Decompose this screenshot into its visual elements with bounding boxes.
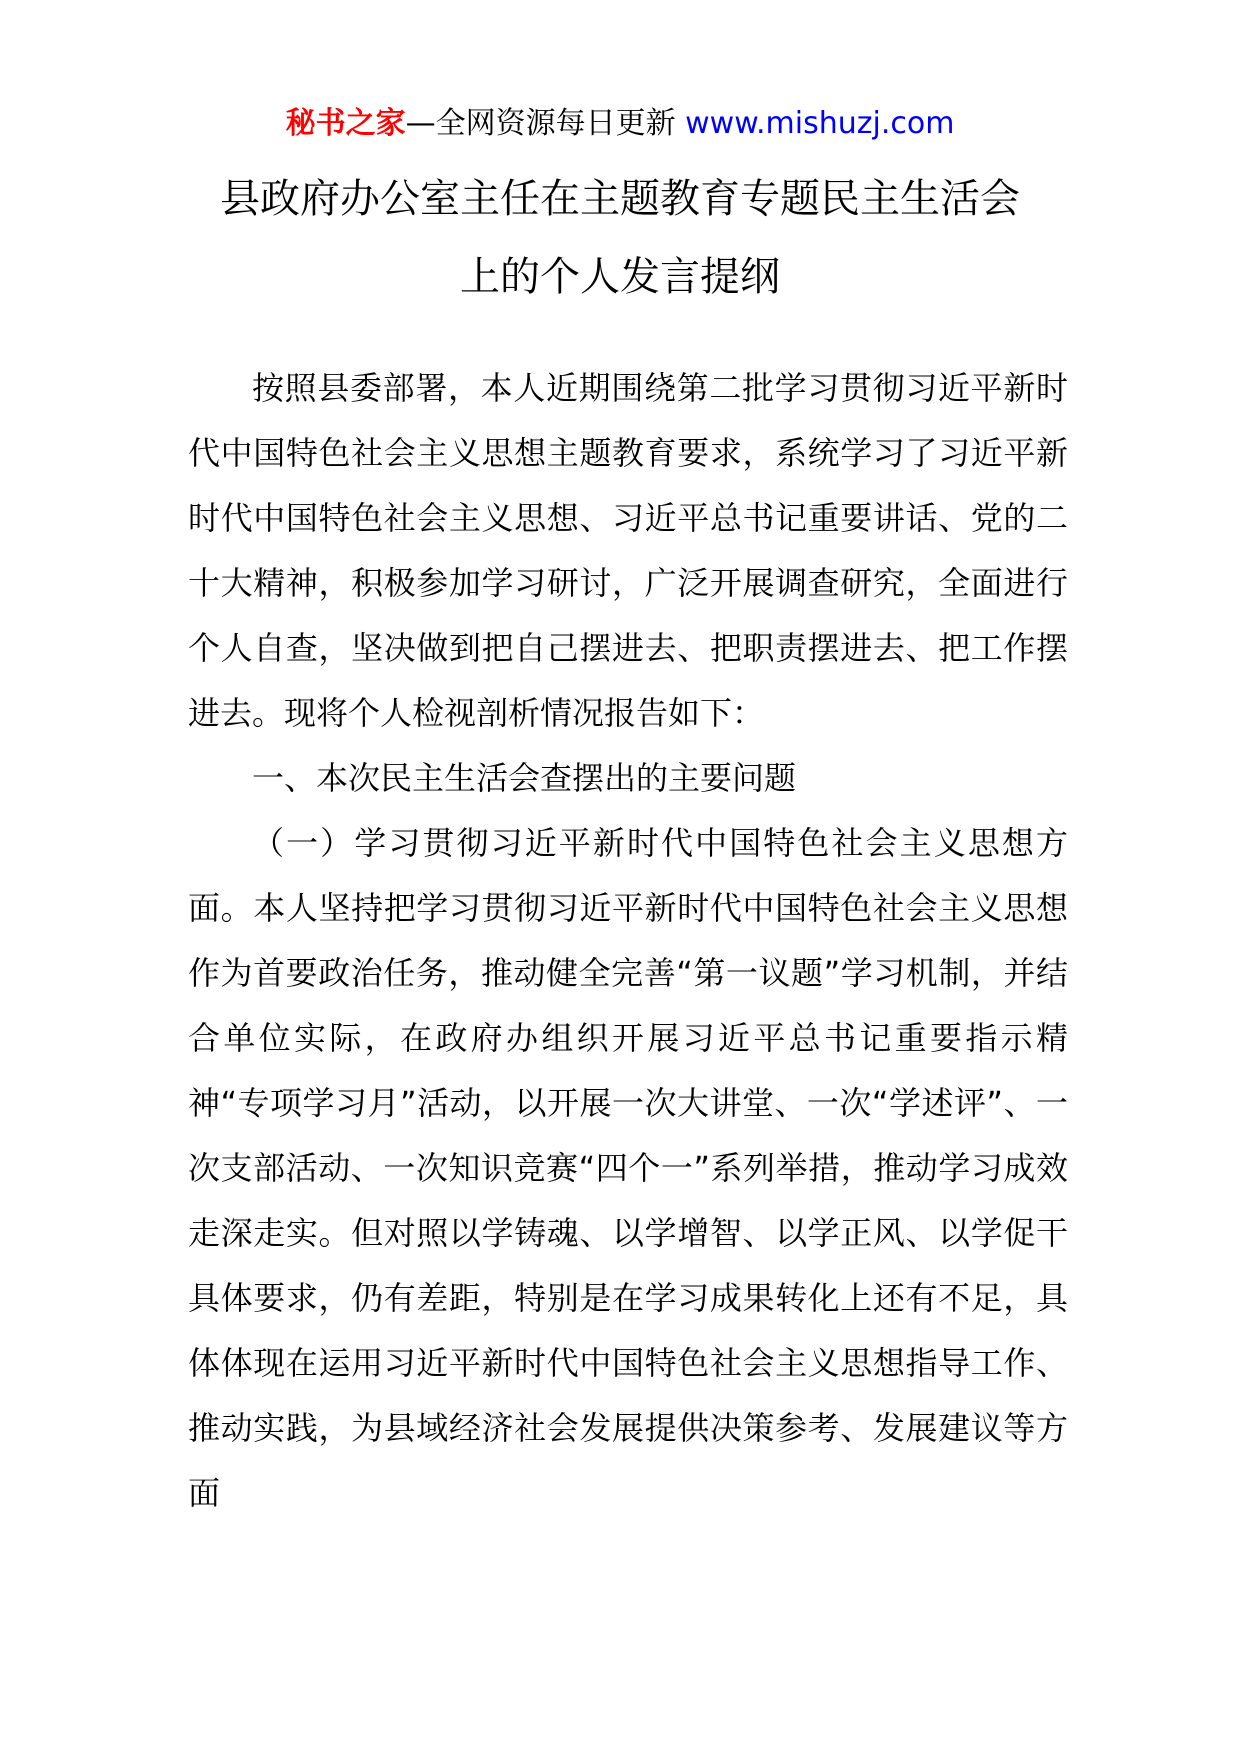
title-line-1: 县政府办公室主任在主题教育专题民主生活会: [220, 176, 1020, 222]
document-body: [188, 356, 1068, 1526]
section-paragraph: （一）学习贯彻习近平新时代中国特色社会主义思想方面。本人坚持把学习贯彻习近平新时代中国特色社会主义思想作为首要政治任务，推动健全完善“第一议题”学习机制，并结合单位实际，在政府办组织开展习近平总书记重要指示精神“专项学习月”活动，以开展一次大讲堂、一次“学述评”、一次支部活动、一次知识竞赛“四个一”系列举措，推动学习成效走深走实。但对照以学铸魂、以学增智、以学正风、以学促干具体要求，仍有差距，特别是在学习成果转化上还有不足，具体体现在运用习近平新时代中国特色社会主义思想指导工作、推动实践，为县域经济社会发展提供决策参考、发展建议等方面: [188, 824, 1068, 1512]
title-line-2: 上的个人发言提纲: [460, 254, 780, 300]
site-brand: 秘书之家: [285, 106, 406, 141]
site-slogan: —全网资源每日更新: [405, 106, 686, 141]
section-heading: 一、本次民主生活会查摆出的主要问题: [252, 759, 797, 797]
site-banner: [0, 100, 1240, 148]
document-title: [150, 160, 1090, 316]
intro-paragraph: 按照县委部署，本人近期围绕第二批学习贯彻习近平新时代中国特色社会主义思想主题教育要求，系统学习了习近平新时代中国特色社会主义思想、习近平总书记重要讲话、党的二十大精神，积极参加学习研讨，广泛开展调查研究，全面进行个人自查，坚决做到把自己摆进去、把职责摆进去、把工作摆进去。现将个人检视剖析情况报告如下：: [188, 369, 1068, 732]
site-url-link[interactable]: www.mishuzj.com: [685, 106, 955, 141]
